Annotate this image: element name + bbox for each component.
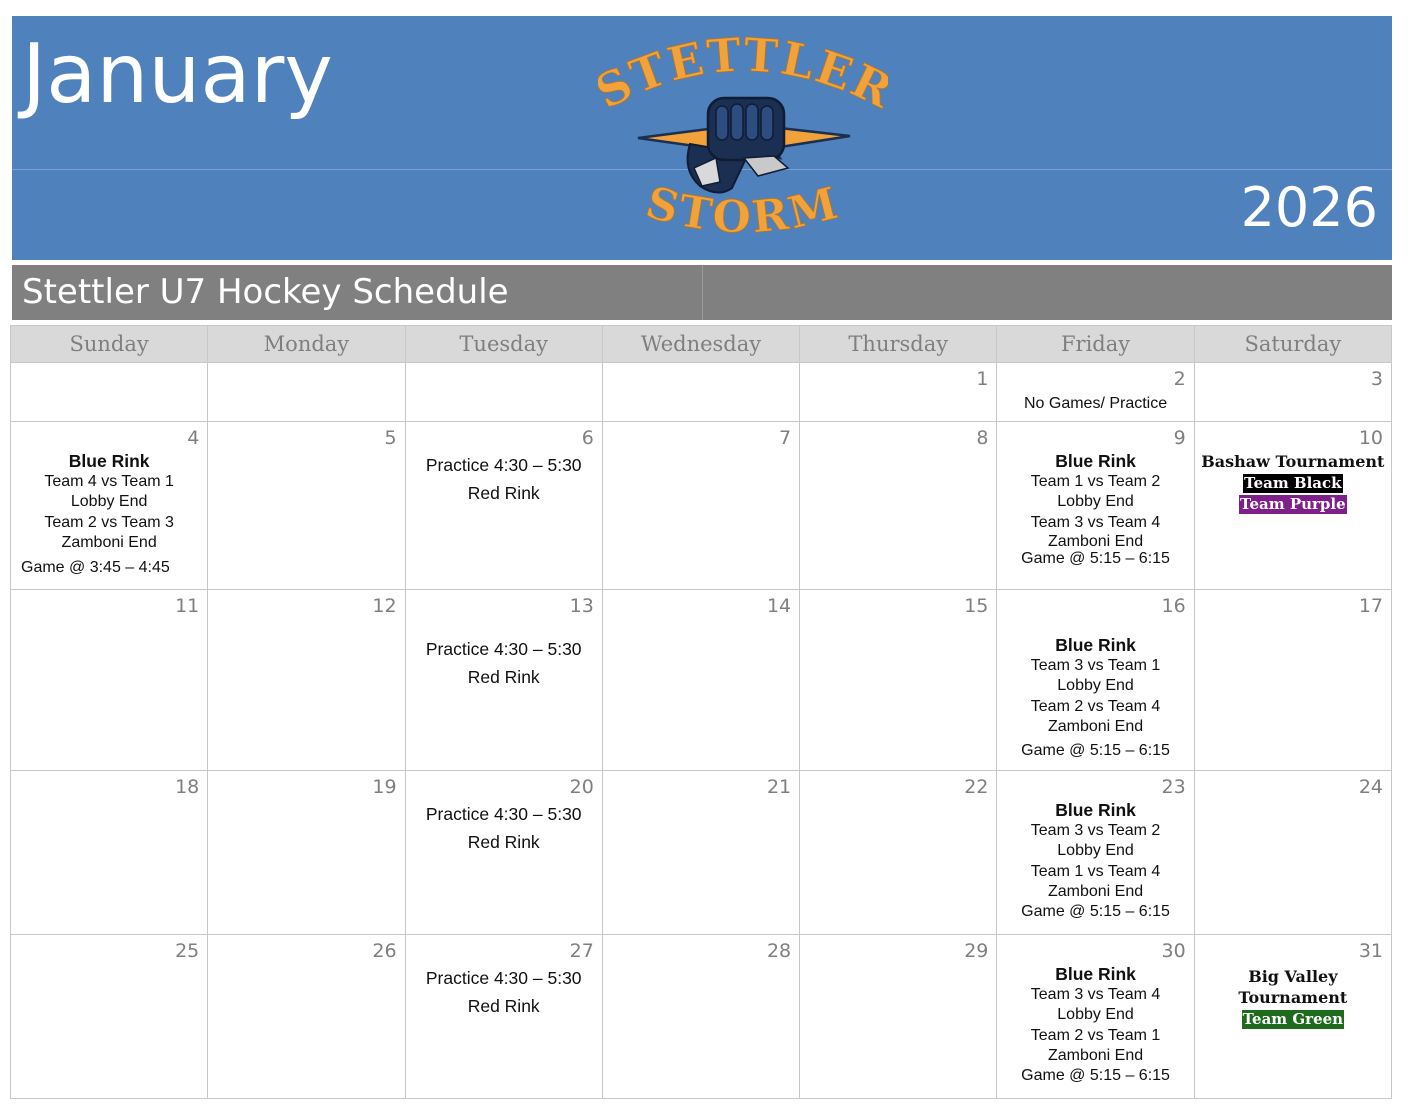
day-cell [800, 771, 997, 935]
logo-top-text: TETTLE [622, 36, 862, 104]
weekday-thursday: Thursday [800, 326, 997, 363]
day-cell [11, 771, 208, 935]
empty-day-cell [405, 363, 602, 422]
day-cell [208, 935, 405, 1099]
rink-end: Lobby End [1057, 842, 1134, 859]
day-number: 31 [1358, 940, 1383, 962]
matchup: Team 3 vs Team 2 [1030, 821, 1161, 839]
schedule-subtitle: Stettler U7 Hockey Schedule [22, 272, 509, 312]
day-cell [997, 363, 1194, 422]
game-time: Game @ 3:45 – 4:45 [21, 558, 170, 576]
weekday-saturday: Saturday [1194, 326, 1391, 363]
day-number: 20 [569, 776, 594, 798]
day-cell [800, 422, 997, 590]
tournament-event [1195, 966, 1391, 1029]
tournament-event [1195, 451, 1391, 514]
day-number: 23 [1161, 776, 1186, 798]
day-number: 18 [175, 776, 200, 798]
day-number: 14 [766, 595, 792, 617]
rink-label: Blue Rink [1055, 451, 1136, 471]
day-cell [800, 935, 997, 1099]
weekday-tuesday: Tuesday [405, 326, 602, 363]
matchup: Team 1 vs Team 4 [1030, 862, 1161, 880]
day-number: 16 [1161, 595, 1186, 617]
day-number: 28 [766, 940, 792, 962]
game-event [11, 451, 207, 578]
rink-label: Red Rink [467, 832, 540, 852]
logo-bottom-text: STORM [640, 177, 846, 244]
day-number: 17 [1358, 595, 1383, 617]
day-cell [11, 590, 208, 771]
day-number: 19 [372, 776, 397, 798]
day-cell [405, 935, 602, 1099]
week-row [11, 590, 1392, 771]
day-number: 7 [779, 427, 792, 449]
day-cell [1194, 363, 1391, 422]
month-title: January [22, 27, 333, 122]
day-number: 13 [569, 595, 594, 617]
week-row [11, 935, 1392, 1099]
game-event [997, 635, 1193, 761]
day-cell [997, 590, 1194, 771]
matchup: Team 3 vs Team 1 [1030, 656, 1161, 674]
game-event [997, 800, 1193, 920]
week-row [11, 363, 1392, 422]
rink-label: Blue Rink [68, 451, 150, 471]
rink-label: Red Rink [467, 996, 540, 1016]
day-number: 22 [964, 776, 989, 798]
day-number: 24 [1358, 776, 1383, 798]
event-note: No Games/ Practice [1023, 395, 1168, 412]
day-cell [997, 771, 1194, 935]
day-number: 5 [384, 427, 397, 449]
day-cell [1194, 590, 1391, 771]
game-time: Game @ 5:15 – 6:15 [1021, 741, 1170, 759]
day-cell [405, 422, 602, 590]
practice-time: Practice 4:30 – 5:30 [425, 804, 582, 824]
day-cell [602, 935, 799, 1099]
day-number: 21 [766, 776, 792, 798]
day-number: 26 [372, 940, 397, 962]
rink-end: Lobby End [1057, 1006, 1134, 1023]
hockey-glove-icon [688, 98, 788, 193]
subtitle-bar [12, 265, 1392, 320]
matchup: Team 2 vs Team 3 [44, 513, 174, 531]
team-purple-badge: Team Purple [1240, 495, 1346, 513]
matchup: Team 3 vs Team 4 [1030, 513, 1161, 531]
practice-time: Practice 4:30 – 5:30 [425, 968, 582, 988]
practice-event [406, 964, 602, 1020]
day-cell [800, 590, 997, 771]
matchup: Team 2 vs Team 1 [1030, 1026, 1161, 1044]
day-number: 2 [1173, 368, 1186, 390]
day-number: 6 [581, 427, 594, 449]
day-cell [602, 590, 799, 771]
matchup: Team 2 vs Team 4 [1030, 697, 1161, 715]
matchup: Team 4 vs Team 1 [44, 472, 174, 490]
day-cell [997, 422, 1194, 590]
rink-label: Blue Rink [1055, 635, 1136, 655]
game-time: Game @ 5:15 – 6:15 [1021, 1066, 1170, 1084]
game-event [997, 451, 1193, 567]
rink-end: Zamboni End [1047, 718, 1144, 735]
rink-end: Lobby End [1057, 493, 1134, 510]
day-number: 30 [1161, 940, 1186, 962]
day-cell [11, 935, 208, 1099]
week-row [11, 422, 1392, 590]
weekday-wednesday: Wednesday [602, 326, 799, 363]
logo-graphic [598, 36, 888, 254]
year-title: 2026 [1240, 176, 1378, 239]
game-event [997, 964, 1193, 1084]
empty-day-cell [11, 363, 208, 422]
day-cell [800, 363, 997, 422]
tournament-title: Big Valley [1248, 967, 1338, 986]
matchup: Team 3 vs Team 4 [1030, 985, 1161, 1003]
day-number: 11 [175, 595, 200, 617]
day-cell [11, 422, 208, 590]
empty-day-cell [208, 363, 405, 422]
day-cell [405, 590, 602, 771]
day-number: 10 [1358, 427, 1383, 449]
game-time: Game @ 5:15 – 6:15 [1021, 550, 1170, 567]
weekday-header-row [11, 326, 1392, 363]
weekday-sunday: Sunday [11, 326, 208, 363]
day-cell [405, 771, 602, 935]
day-number: 3 [1370, 368, 1383, 390]
practice-time: Practice 4:30 – 5:30 [425, 455, 582, 475]
tournament-title: Tournament [1238, 988, 1348, 1007]
day-cell [208, 771, 405, 935]
weekday-monday: Monday [208, 326, 405, 363]
day-number: 25 [175, 940, 200, 962]
rink-end: Zamboni End [1047, 1047, 1144, 1064]
day-number: 4 [187, 427, 200, 449]
empty-day-cell [602, 363, 799, 422]
rink-label: Blue Rink [1055, 964, 1136, 984]
rink-label: Red Rink [467, 667, 540, 687]
day-number: 29 [964, 940, 989, 962]
calendar-grid [10, 325, 1392, 1099]
rink-label: Red Rink [467, 483, 540, 503]
day-cell [997, 935, 1194, 1099]
day-number: 9 [1173, 427, 1186, 449]
matchup: Team 1 vs Team 2 [1030, 472, 1161, 490]
stettler-storm-logo [598, 36, 888, 254]
week-row [11, 771, 1392, 935]
practice-event [406, 635, 602, 691]
game-time: Game @ 5:15 – 6:15 [1021, 902, 1170, 920]
practice-event [406, 800, 602, 856]
practice-event [406, 451, 602, 507]
day-cell [1194, 422, 1391, 590]
rink-end: Lobby End [70, 493, 148, 510]
rink-end: Zamboni End [1047, 883, 1144, 900]
rink-label: Blue Rink [1055, 800, 1136, 820]
rink-end: Zamboni End [61, 534, 157, 551]
day-number: 27 [569, 940, 594, 962]
day-cell [208, 590, 405, 771]
team-black-badge: Team Black [1244, 474, 1342, 492]
team-green-badge: Team Green [1242, 1010, 1344, 1028]
day-cell [602, 422, 799, 590]
day-number: 1 [976, 368, 989, 390]
day-number: 8 [976, 427, 989, 449]
weekday-friday: Friday [997, 326, 1194, 363]
rink-end: Zamboni End [1047, 533, 1144, 550]
tournament-title: Bashaw Tournament [1201, 452, 1385, 471]
day-number: 15 [964, 595, 989, 617]
day-number: 12 [372, 595, 397, 617]
day-cell [1194, 935, 1391, 1099]
day-cell [602, 771, 799, 935]
day-cell [1194, 771, 1391, 935]
subbar-divider [702, 265, 703, 320]
day-cell [208, 422, 405, 590]
rink-end: Lobby End [1057, 677, 1134, 694]
practice-time: Practice 4:30 – 5:30 [425, 639, 582, 659]
